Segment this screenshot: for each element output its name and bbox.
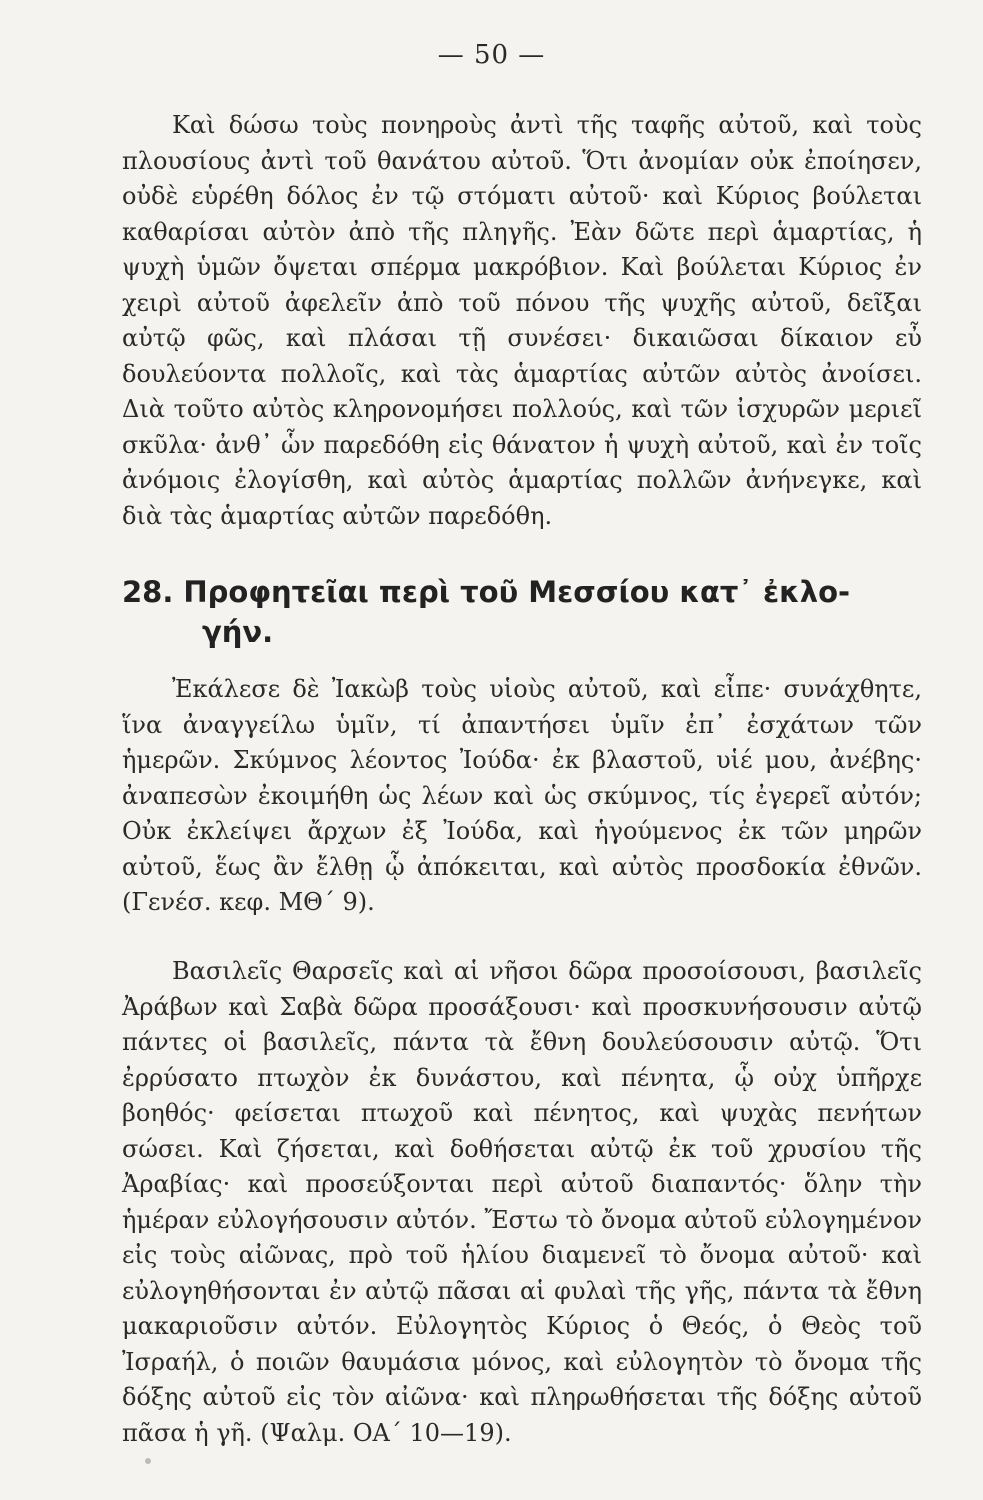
paragraph-psalm-text: Βασιλεῖς Θαρσεῖς καὶ αἱ νῆσοι δῶρα προσοίσουσι, βασιλεῖς Ἀράβων καὶ Σαβὰ δῶρα προσάξουσι· καὶ προσκυνήσουσιν αὐτῷ πάντες οἱ βασιλεῖς, πάντα τὰ ἔθνη δουλεύσουσιν αὐτῷ. Ὅτι ἐρρύσατο πτωχὸν ἐκ δυνάστου, καὶ πένητα, ᾧ οὐχ ὑπῆρχε βοηθός· φείσεται πτωχοῦ καὶ πένητος, καὶ ψυχὰς πενήτων σώσει. Καὶ ζήσεται, καὶ δοθήσεται αὐτῷ ἐκ τοῦ χρυσίου τῆς Ἀραβίας· καὶ προσεύξονται περὶ αὐτοῦ διαπαντός· ὅλην τὴν ἡμέραν εὐλογήσουσιν αὐτόν. Ἔστω τὸ ὄνομα αὐτοῦ εὐλογημένον εἰς τοὺς αἰῶνας, πρὸ τοῦ ἡλίου διαμενεῖ τὸ ὄνομα αὐτοῦ· καὶ εὐλογηθήσονται ἐν αὐτῷ πᾶσαι αἱ φυλαὶ τῆς γῆς, πάντα τὰ ἔθνη μακαριοῦσιν αὐτόν. Εὐλογητὸς Κύριος ὁ Θεός, ὁ Θεὸς τοῦ Ἰσραήλ, ὁ ποιῶν θαυμάσια μόνος, καὶ εὐλογητὸν τὸ ὄνομα τῆς δόξης αὐτοῦ εἰς τὸν αἰῶνα· καὶ πληρωθήσεται τῆς δόξης αὐτοῦ πᾶσα ἡ γῆ. (Ψαλμ. ΟΑ΄ 10—19). (122, 957, 922, 1447)
page-number: — 50 — (437, 40, 546, 70)
paragraph-isaiah-text: Καὶ δώσω τοὺς πονηροὺς ἀντὶ τῆς ταφῆς αὐτοῦ, καὶ τοὺς πλουσίους ἀντὶ τοῦ θανάτου αὐτοῦ. Ὅτι ἀνομίαν οὐκ ἐποίησεν, οὐδὲ εὑρέθη δόλος ἐν τῷ στόματι αὐτοῦ· καὶ Κύριος βούλεται καθαρίσαι αὐτὸν ἀπὸ τῆς πληγῆς. Ἐὰν δῶτε περὶ ἁμαρτίας, ἡ ψυχὴ ὑμῶν ὄψεται σπέρμα μακρόβιον. Καὶ βούλεται Κύριος ἐν χειρὶ αὐτοῦ ἀφελεῖν ἀπὸ τοῦ πόνου τῆς ψυχῆς αὐτοῦ, δεῖξαι αὐτῷ φῶς, καὶ πλάσαι τῇ συνέσει· δικαιῶσαι δίκαιον εὖ δουλεύοντα πολλοῖς, καὶ τὰς ἁμαρτίας αὐτῶν αὐτὸς ἀνοίσει. Διὰ τοῦτο αὐτὸς κληρονομήσει πολλούς, καὶ τῶν ἰσχυρῶν μεριεῖ σκῦλα· ἀνθ᾽ ὧν παρεδόθη εἰς θάνατον ἡ ψυχὴ αὐτοῦ, καὶ ἐν τοῖς ἀνόμοις ἐλογίσθη, καὶ αὐτὸς ἁμαρτίας πολλῶν ἀνήνεγκε, καὶ διὰ τὰς ἁμαρτίας αὐτῶν παρεδόθη. (122, 111, 922, 530)
paper-speck (145, 1458, 151, 1464)
section-number: 28. (122, 575, 174, 609)
paragraph-genesis (122, 672, 922, 921)
paragraph-genesis-text: Ἐκάλεσε δὲ Ἰακὼβ τοὺς υἱοὺς αὐτοῦ, καὶ εἶπε· συνάχθητε, ἵνα ἀναγγείλω ὑμῖν, τί ἀπαντήσει ὑμῖν ἐπ᾽ ἐσχάτων τῶν ἡμερῶν. Σκύμνος λέοντος Ἰούδα· ἐκ βλαστοῦ, υἱέ μου, ἀνέβης· ἀναπεσὼν ἐκοιμήθη ὡς λέων καὶ ὡς σκύμνος, τίς ἐγερεῖ αὐτόν; Οὐκ ἐκλείψει ἄρχων ἐξ Ἰούδα, καὶ ἡγούμενος ἐκ τῶν μηρῶν αὐτοῦ, ἕως ἂν ἔλθῃ ᾧ ἀπόκειται, καὶ αὐτὸς προσδοκία ἐθνῶν. (Γενέσ. κεφ. ΜΘ΄ 9). (122, 675, 922, 916)
section-title-line1: Προφητεῖαι περὶ τοῦ Μεσσίου κατ᾽ ἐκλο- (183, 575, 851, 609)
paragraph-isaiah (122, 108, 922, 534)
paragraph-psalm (122, 954, 922, 1451)
section-title-line2: γήν. (202, 615, 274, 649)
section-heading (122, 572, 922, 652)
